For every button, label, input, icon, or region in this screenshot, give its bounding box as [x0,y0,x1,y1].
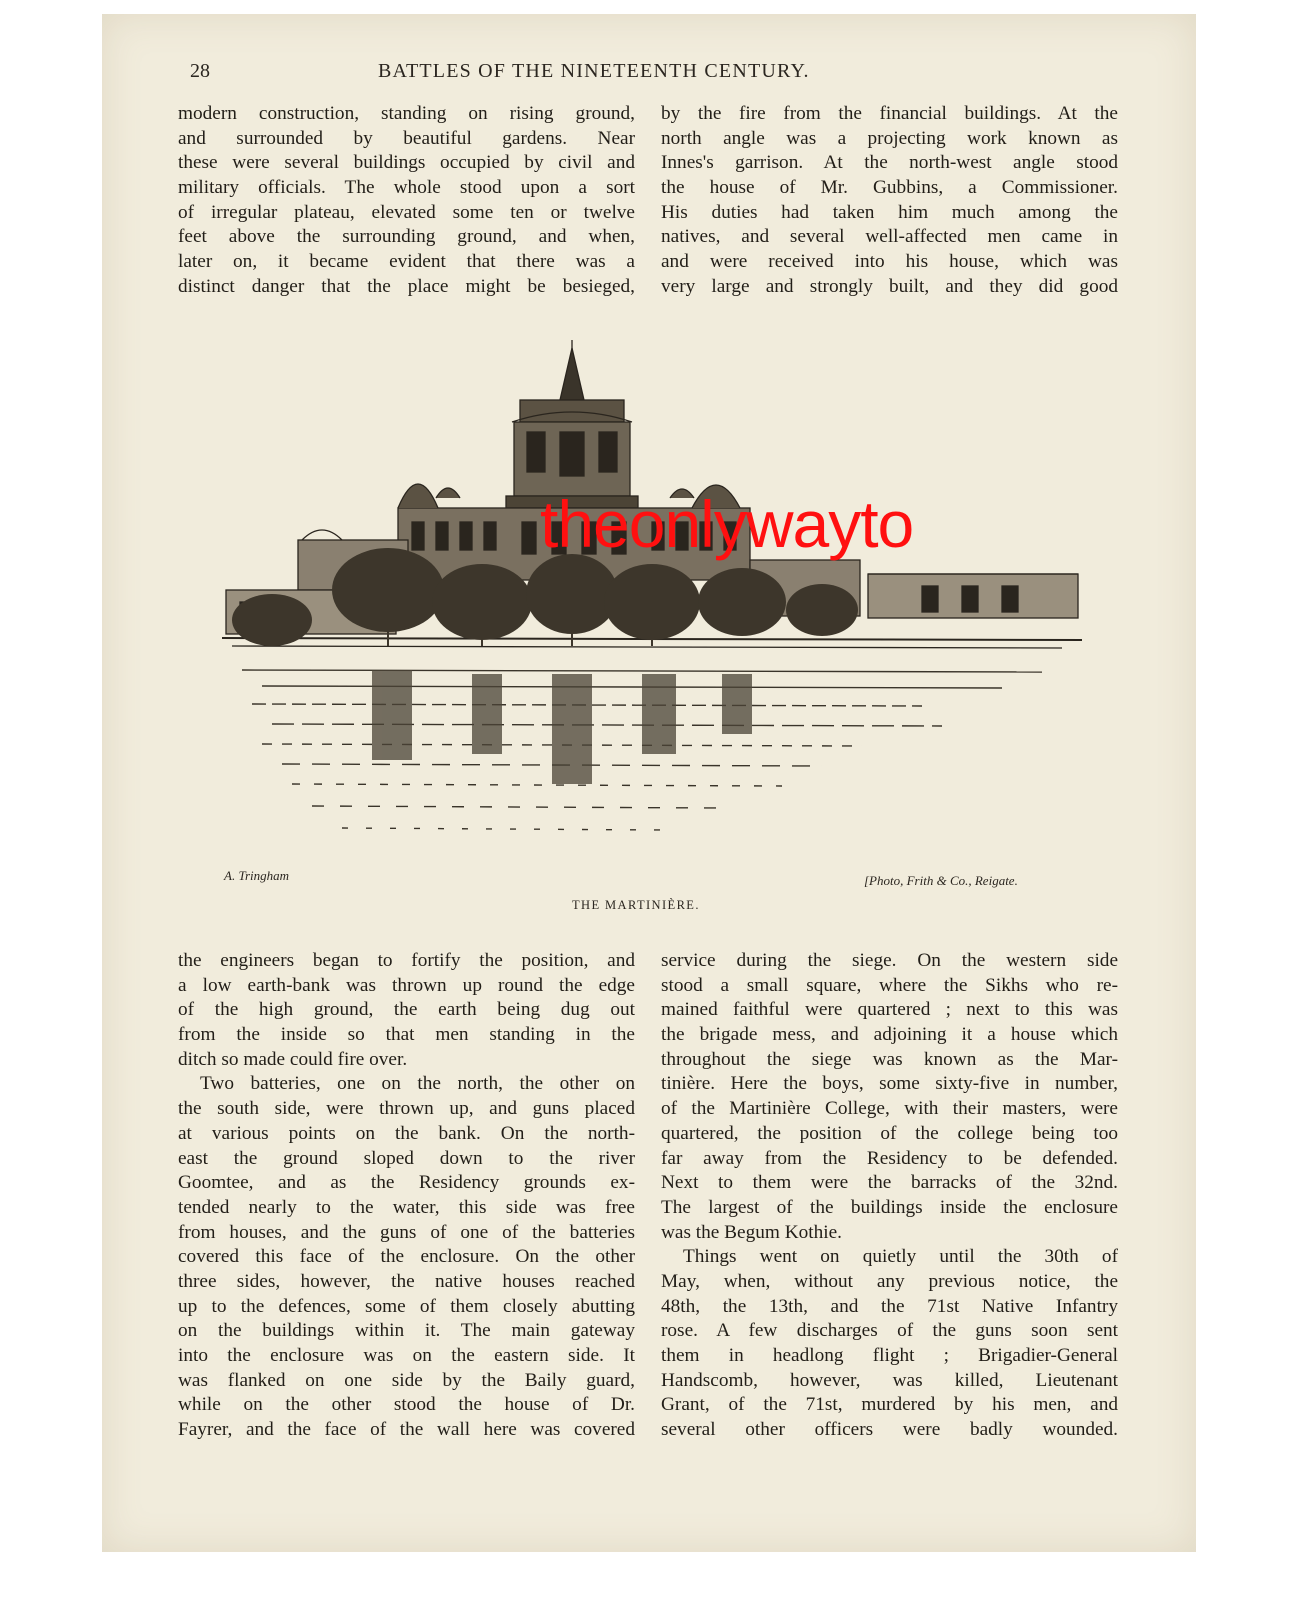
text-line: was the Begum Kothie. [661,1221,842,1243]
page-number: 28 [190,60,210,82]
figure-caption: THE MARTINIÈRE. [572,898,700,912]
text-line: His duties had taken him much among the [661,201,1118,223]
text-line: feet above the surrounding ground, and when, [178,226,635,248]
text-line: stood a small square, where the Sikhs who re- [661,974,1118,996]
text-line: Goomtee, and as the Residency grounds ex- [178,1172,635,1194]
text-line: far away from the Residency to be defended. [661,1147,1118,1169]
artist-signature: A. Tringham [224,868,290,883]
text-column-bottom-left [178,949,635,1443]
text-line: on the buildings within it. The main gateway [178,1320,635,1342]
text-line: and surrounded by beautiful gardens. Near [178,127,635,149]
text-line: the south side, were thrown up, and guns placed [178,1098,635,1120]
text-line: these were several buildings occupied by civil and [178,152,635,174]
text-line: service during the siege. On the western side [661,950,1118,971]
text-column-top-right [661,102,1118,300]
text-line: very large and strongly built, and they did good [661,275,1118,297]
text-line: throughout the siege was known as the Mar- [661,1048,1118,1070]
text-line: Grant, of the 71st, murdered by his men, and [661,1394,1118,1416]
text-line: later on, it became evident that there was a [178,251,635,273]
text-line: Next to them were the barracks of the 32nd. [661,1172,1118,1194]
martiniere-engraving [222,340,1092,900]
text-column-top-left [178,102,635,300]
watermark-text: theonlywayto [540,487,914,561]
running-title: BATTLES OF THE NINETEENTH CENTURY. [378,60,810,82]
text-line: the house of Mr. Gubbins, a Commissioner. [661,177,1118,199]
text-line: from houses, and the guns of one of the batteries [178,1221,635,1243]
text-line: 48th, the 13th, and the 71st Native Infantry [661,1295,1118,1317]
text-line: three sides, however, the native houses reached [178,1270,635,1292]
text-line: a low earth-bank was thrown up round the edge [178,974,635,996]
photo-credit: [Photo, Frith & Co., Reigate. [864,873,1018,888]
text-line: Things went on quietly until the 30th of [683,1246,1118,1268]
text-line: up to the defences, some of them closely abutting [178,1295,635,1317]
text-line: north angle was a projecting work known as [661,127,1118,149]
text-line: military officials. The whole stood upon a sort [178,177,635,199]
text-line: Innes's garrison. At the north-west angle stood [661,152,1118,174]
text-line: the brigade mess, and adjoining it a house which [661,1024,1118,1046]
text-line: Two batteries, one on the north, the other on [200,1073,635,1095]
text-line: was flanked on one side by the Baily guard, [178,1369,635,1391]
text-line: tended nearly to the water, this side was free [178,1196,635,1218]
text-line: rose. A few discharges of the guns soon sent [661,1320,1118,1342]
text-line: distinct danger that the place might be besieged, [178,275,635,297]
text-line: covered this face of the enclosure. On the other [178,1246,635,1268]
text-line: at various points on the bank. On the north- [178,1122,635,1144]
text-line: Fayrer, and the face of the wall here was covered [178,1419,635,1441]
text-line: natives, and several well-affected men came in [661,226,1118,248]
text-line: May, when, without any previous notice, the [661,1270,1118,1292]
text-line: and were received into his house, which was [661,251,1118,273]
text-column-bottom-right [661,949,1118,1443]
text-line: from the inside so that men standing in the [178,1024,635,1046]
text-line: ditch so made could fire over. [178,1048,408,1070]
text-line: east the ground sloped down to the river [178,1147,635,1169]
text-line: of the high ground, the earth being dug out [178,999,635,1021]
text-line: the engineers began to fortify the position, and [178,950,635,971]
text-line: modern construction, standing on rising ground, [178,103,635,124]
text-line: The largest of the buildings inside the enclosure [661,1196,1118,1218]
text-line: into the enclosure was on the eastern side. It [178,1345,635,1366]
text-line: Handscomb, however, was killed, Lieutenant [661,1369,1118,1391]
text-line: tinière. Here the boys, some sixty-five in number, [661,1073,1118,1095]
text-line: mained faithful were quartered ; next to this was [661,999,1118,1021]
text-line: by the fire from the financial buildings. At the [661,103,1118,124]
text-line: of the Martinière College, with their masters, were [661,1098,1118,1120]
text-line: while on the other stood the house of Dr. [178,1394,635,1416]
text-line: quartered, the position of the college being too [661,1122,1118,1144]
text-line: them in headlong flight ; Brigadier-General [661,1345,1118,1366]
text-line: of irregular plateau, elevated some ten or twelve [178,201,635,223]
text-line: several other officers were badly wounded. [661,1419,1118,1441]
